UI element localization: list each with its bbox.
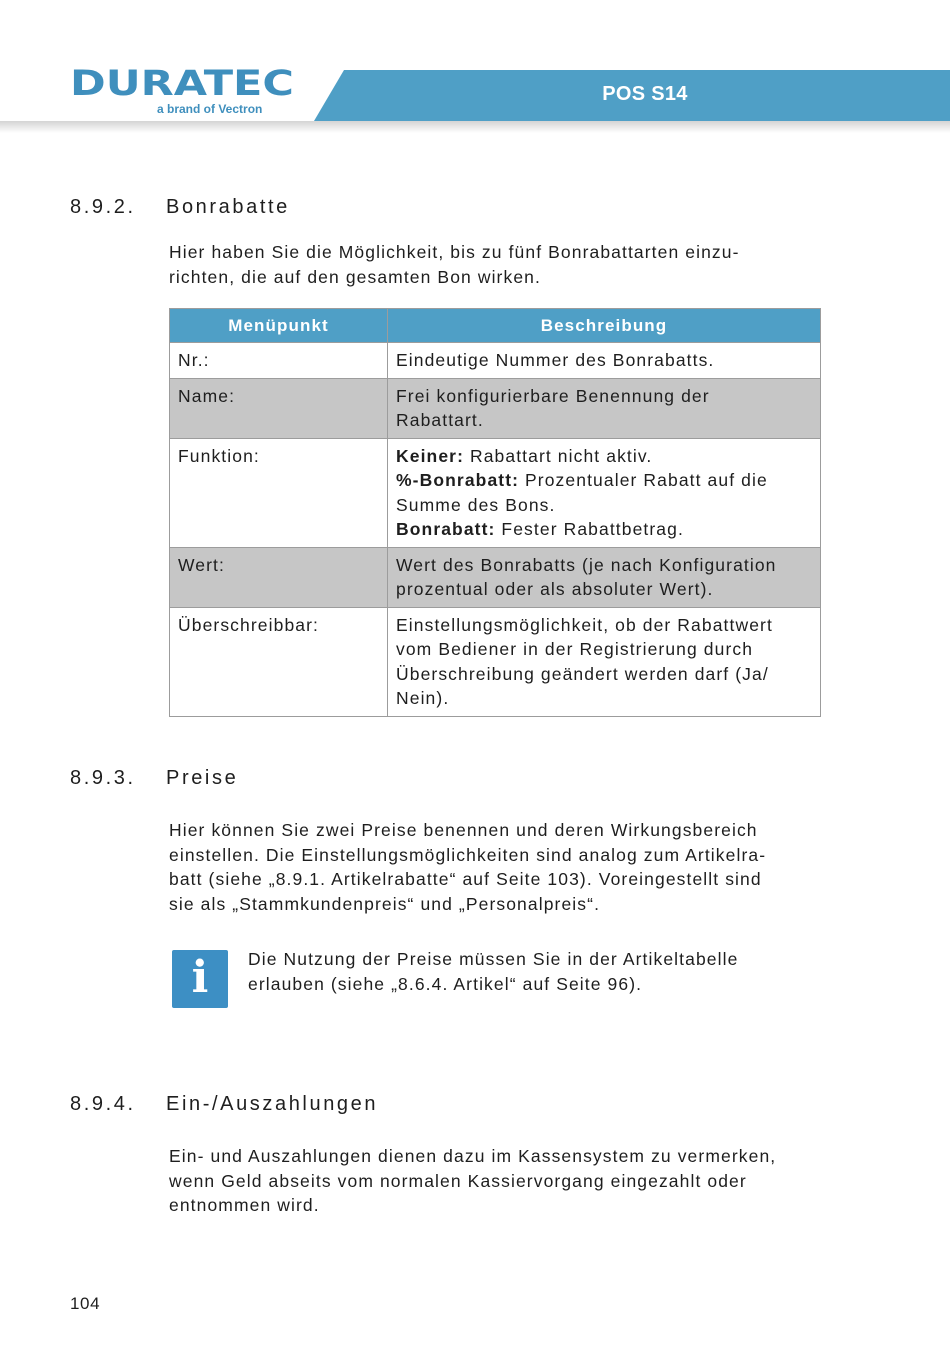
- text-line: prozentual oder als absoluter Wert).: [396, 579, 714, 599]
- description-cell: [388, 607, 821, 716]
- description-cell: [388, 547, 821, 607]
- table-row: [170, 438, 821, 547]
- option-text: Fester Rabattbetrag.: [495, 519, 684, 539]
- text-line: sie als „Stammkundenpreis“ und „Personalpreis“.: [169, 893, 601, 914]
- table-row: [170, 607, 821, 716]
- info-glyph: i: [191, 952, 209, 1003]
- page-number: 104: [70, 1294, 101, 1313]
- section-893-text: [169, 818, 819, 916]
- menu-item-cell: Name:: [170, 378, 388, 438]
- option-text: Prozentualer Rabatt auf die: [519, 470, 768, 490]
- section-894-text: [169, 1144, 819, 1218]
- description-cell: [388, 343, 821, 379]
- info-note: [248, 947, 818, 996]
- text-line: einstellen. Die Einstellungsmöglichkeiten sind analog zum Artikelra-: [169, 844, 767, 865]
- document-title: POS S14: [602, 83, 688, 105]
- text-line: [396, 468, 812, 493]
- text-line: wenn Geld abseits vom normalen Kassiervorgang eingezahlt oder: [169, 1170, 747, 1191]
- bonrabatte-table: [169, 308, 821, 717]
- menu-item-cell: Überschreibbar:: [170, 607, 388, 716]
- menu-item-cell: Wert:: [170, 547, 388, 607]
- text-line: [396, 444, 812, 469]
- text-line: Hier haben Sie die Möglichkeit, bis zu fünf Bonrabattarten einzu-: [169, 242, 740, 262]
- text-line: Rabattart.: [396, 410, 484, 430]
- table-row: [170, 547, 821, 607]
- column-header-beschreibung: Beschreibung: [388, 309, 821, 343]
- section-number: 8.9.2.: [70, 196, 136, 218]
- text-line: [396, 517, 812, 542]
- table-row: [170, 378, 821, 438]
- text-line: batt (siehe „8.9.1. Artikelrabatte“ auf Seite 103). Voreingestellt sind: [169, 869, 762, 889]
- menu-item-cell: Funktion:: [170, 438, 388, 547]
- section-892-intro: [169, 240, 819, 289]
- section-heading-894: [70, 1093, 378, 1116]
- text-line: Frei konfigurierbare Benennung der: [396, 385, 710, 406]
- option-label: %-Bonrabatt:: [396, 470, 520, 490]
- description-cell: [388, 438, 821, 547]
- text-line: Überschreibung geändert werden darf (Ja/: [396, 663, 769, 684]
- text-line: Hier können Sie zwei Preise benennen und deren Wirkungsbereich: [169, 820, 758, 840]
- text-line: Eindeutige Nummer des Bonrabatts.: [396, 350, 715, 370]
- table-row: [170, 343, 821, 379]
- text-line: Einstellungsmöglichkeit, ob der Rabattwert: [396, 614, 773, 635]
- section-number: 8.9.3.: [70, 767, 136, 789]
- section-heading-892: [70, 196, 290, 219]
- logo-wordmark: DURATEC: [70, 66, 294, 100]
- option-label: Bonrabatt:: [396, 519, 496, 539]
- text-line: Nein).: [396, 688, 450, 708]
- brand-tagline: a brand of Vectron: [157, 102, 263, 116]
- text-line: Ein- und Auszahlungen dienen dazu im Kassensystem zu vermerken,: [169, 1146, 777, 1166]
- text-line: entnommen wird.: [169, 1195, 320, 1215]
- text-line: Summe des Bons.: [396, 494, 556, 515]
- duratec-logo: [70, 66, 298, 100]
- text-line: richten, die auf den gesamten Bon wirken.: [169, 266, 541, 287]
- section-title: Preise: [166, 767, 239, 789]
- menu-item-cell: Nr.:: [170, 343, 388, 379]
- page-header: [0, 0, 950, 140]
- text-line: vom Bediener in der Registrierung durch: [396, 639, 754, 659]
- text-line: Die Nutzung der Preise müssen Sie in der Artikeltabelle: [248, 949, 739, 969]
- section-number: 8.9.4.: [70, 1093, 136, 1115]
- section-title: Ein-/Auszahlungen: [166, 1093, 379, 1115]
- option-text: Rabattart nicht aktiv.: [464, 445, 653, 466]
- info-icon: [172, 950, 228, 1008]
- table-header-row: [170, 309, 821, 343]
- option-label: Keiner:: [396, 445, 464, 466]
- section-title: Bonrabatte: [166, 196, 290, 218]
- text-line: Wert des Bonrabatts (je nach Konfiguration: [396, 554, 777, 575]
- description-cell: [388, 378, 821, 438]
- section-heading-893: [70, 767, 238, 790]
- column-header-menupunkt: Menüpunkt: [170, 309, 388, 343]
- header-shadow: [0, 121, 950, 133]
- text-line: erlauben (siehe „8.6.4. Artikel“ auf Seite 96).: [248, 973, 643, 994]
